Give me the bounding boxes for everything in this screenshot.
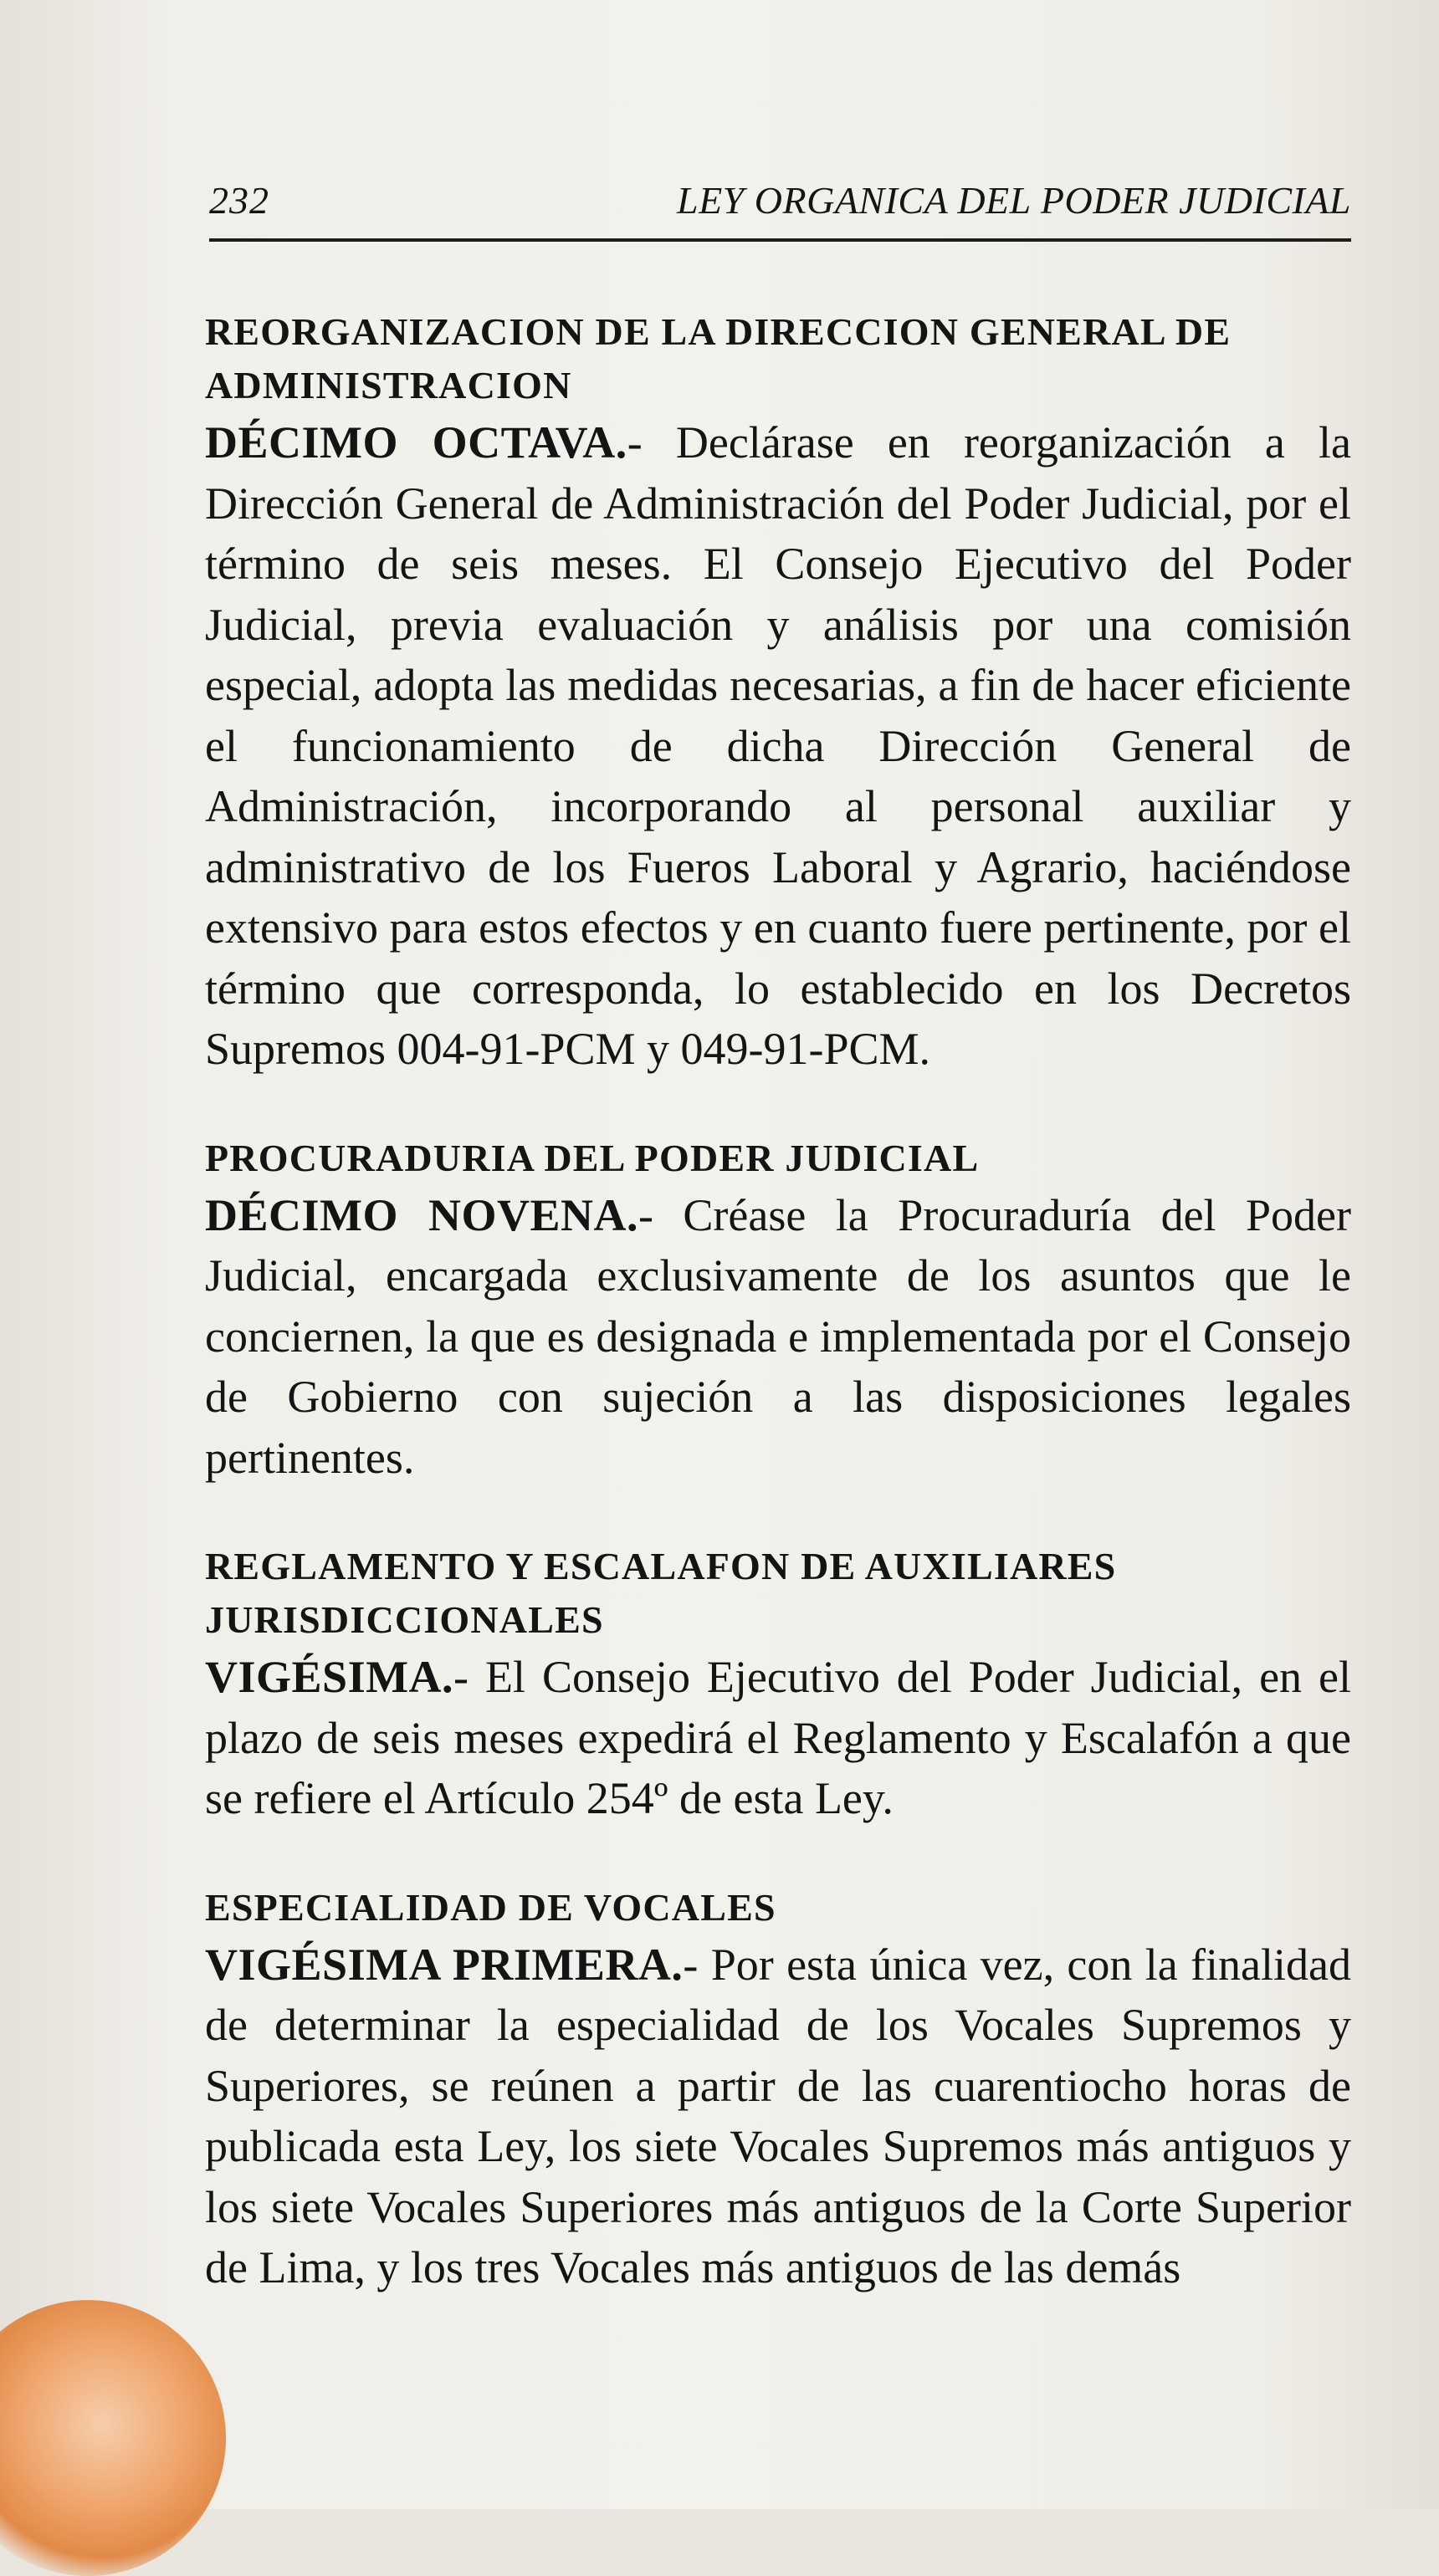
section-procuraduria [205,1132,1351,1489]
thumb-shadow [0,2300,226,2576]
section-reglamento [205,1540,1351,1829]
page-number: 232 [209,179,269,222]
provision-text: - Créase la Procuraduría del Poder Judicial, encargada exclusivamente de los asuntos que le conciernen, la que es designada e implementada por el Consejo de Gobierno con sujeción a las disposiciones legales pertinentes. [205,1189,1351,1483]
section-heading: ESPECIALIDAD DE VOCALES [205,1885,776,1929]
section-heading: PROCURADURIA DEL PODER JUDICIAL [205,1136,980,1179]
page-header [209,171,1351,242]
section-reorganizacion [205,305,1351,1080]
section-paragraph [205,1935,1351,2298]
section-paragraph [205,1647,1351,1829]
section-paragraph [205,412,1351,1080]
section-heading: REGLAMENTO Y ESCALAFON DE AUXILIARES JURISDICCIONALES [205,1545,1117,1641]
section-especialidad [205,1881,1351,2298]
section-paragraph [205,1185,1351,1489]
page-content [205,305,1351,2298]
provision-text: - El Consejo Ejecutivo del Poder Judicial, en el plazo de seis meses expedirá el Reglamento y Escalafón a que se refiere el Artículo 254º de esta Ley. [205,1652,1351,1823]
provision-text: - Declárase en reorganización a la Dirección General de Administración del Poder Judicial, por el término de seis meses. El Consejo Ejecutivo del Poder Judicial, previa evaluación y análisis por una comisión especial, adopta las medidas necesarias, a fin de hacer eficiente el funcionamiento de dicha Dirección General de Administración, incorporando al personal auxiliar y administrativo de los Fueros Laboral y Agrario, haciéndose extensivo para estos efectos y en cuanto fuere pertinente, por el término que corresponda, lo establecido en los Decretos Supremos 004-91-PCM y 049-91-PCM. [205,417,1352,1074]
running-title: LEY ORGANICA DEL PODER JUDICIAL [676,179,1351,222]
provision-number: DÉCIMO OCTAVA. [205,417,627,468]
section-heading: REORGANIZACION DE LA DIRECCION GENERAL DE ADMINISTRACION [205,310,1232,406]
provision-number: VIGÉSIMA PRIMERA. [205,1939,684,1990]
provision-number: VIGÉSIMA. [205,1652,454,1702]
provision-number: DÉCIMO NOVENA. [205,1189,638,1240]
provision-text: - Por esta única vez, con la finalidad de determinar la especialidad de los Vocales Supremos y Superiores, se reúnen a partir de las cuarentiocho horas de publicada esta Ley, los siete Vocales Supremos más antiguos y los siete Vocales Superiores más antiguos de la Corte Superior de Lima, y los tres Vocales más antiguos de las demás [205,1939,1351,2292]
